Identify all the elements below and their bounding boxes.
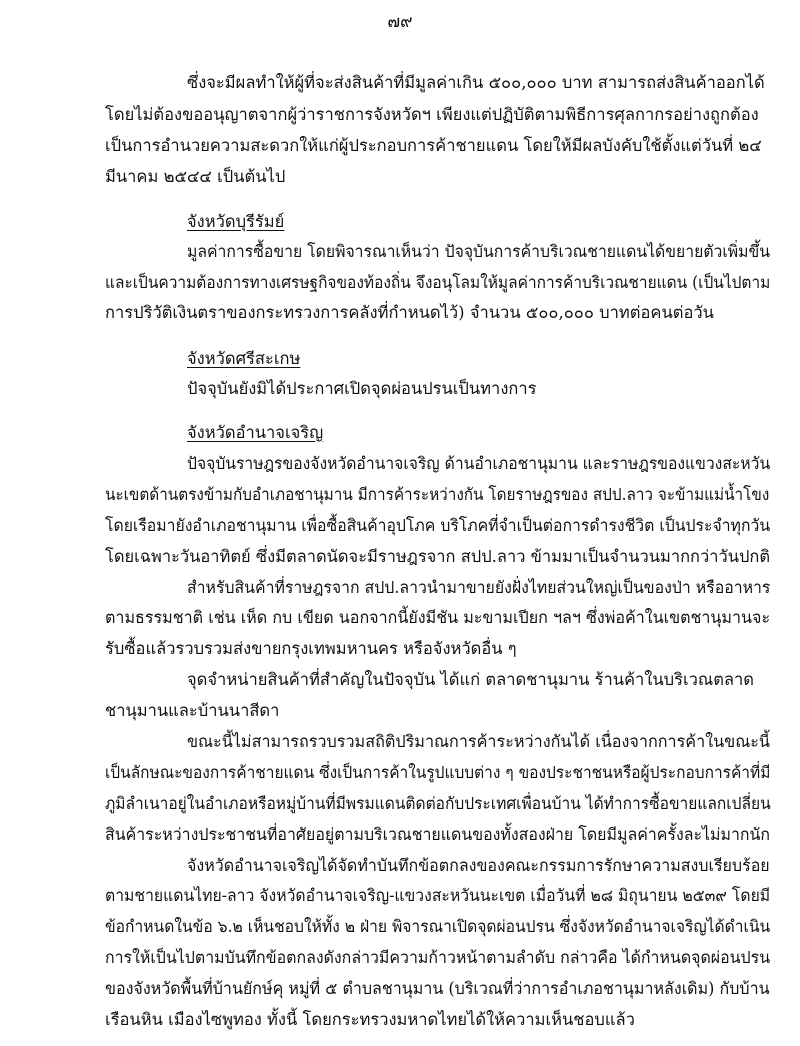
amnat-line-16: ข้อกำหนดในข้อ ๖.๒ เห็นชอบให้ทั้ง ๒ ฝ่าย พิจารณาเปิดจุดผ่อนปรน ซึ่งจังหวัดอำนาจเจริญได้ดำเนิน	[105, 917, 771, 937]
amnat-line-3: โดยเรือมายังอำเภอชานุมาน เพื่อซื้อสินค้าอุปโภค บริโภคที่จำเป็นต่อการดำรงชีวิต เป็นประจำทุกวัน	[105, 515, 771, 535]
page-number: ๗๙	[387, 12, 413, 32]
amnat-line-9: ชานุมานและบ้านนาสีดา	[105, 701, 280, 721]
amnat-line-17: การให้เป็นไปตามบันทึกข้อตกลงดังกล่าวมีความก้าวหน้าตามลำดับ กล่าวคือ ได้กำหนดจุดผ่อนปรน	[105, 948, 771, 968]
intro-line-3: เป็นการอำนวยความสะดวกให้แก่ผู้ประกอบการค้าชายแดน โดยให้มีผลบังคับใช้ตั้งแต่วันที่ ๒๔	[105, 135, 762, 155]
heading-amnat-charoen: จังหวัดอำนาจเจริญ	[187, 423, 324, 443]
amnat-line-1: ปัจจุบันราษฎรของจังหวัดอำนาจเจริญ ด้านอำเภอชานุมาน และราษฎรของแขวงสะหวัน	[187, 454, 771, 473]
amnat-line-11: เป็นลักษณะของการค้าชายแดน ซึ่งเป็นการค้าในรูปแบบต่าง ๆ ของประชาชนหรือผู้ประกอบการค้าที่มี	[105, 762, 771, 782]
amnat-line-15: ตามชายแดนไทย-ลาว จังหวัดอำนาจเจริญ-แขวงสะหวันนะเขต เมื่อวันที่ ๒๘ มิถุนายน ๒๕๓๙ โดยมี	[105, 886, 771, 906]
buriram-line-3: การปริวัติเงินตราของกระทรวงการคลังที่กำหนดไว้) จำนวน ๕๐๐,๐๐๐ บาทต่อคนต่อวัน	[105, 303, 714, 323]
amnat-line-4: โดยเฉพาะวันอาทิตย์ ซึ่งมีตลาดนัดจะมีราษฎรจาก สปป.ลาว ข้ามมาเป็นจำนวนมากกว่าวันปกติ	[105, 546, 771, 566]
heading-sisaket: จังหวัดศรีสะเกษ	[187, 349, 301, 369]
amnat-line-13: สินค้าระหว่างประชาชนที่อาศัยอยู่ตามบริเวณชายแดนของทั้งสองฝ่าย โดยมีมูลค่าครั้งละไม่มากนัก	[105, 824, 771, 844]
amnat-line-18: ของจังหวัดพื้นที่บ้านยักษ์คุ หมู่ที่ ๕ ตำบลชานุมาน (บริเวณที่ว่าการอำเภอชานุมาหลังเดิม) กับบ้าน	[105, 979, 770, 999]
amnat-line-5: สำหรับสินค้าที่ราษฎรจาก สปป.ลาวนำมาขายยังฝั่งไทยส่วนใหญ่เป็นของป่า หรืออาหาร	[187, 577, 771, 597]
amnat-line-8: จุดจำหน่ายสินค้าที่สำคัญในปัจจุบัน ได้แก่ ตลาดชานุมาน ร้านค้าในบริเวณตลาด	[187, 670, 755, 690]
amnat-line-19: เรือนหิน เมืองไซพูทอง ทั้งนี้ โดยกระทรวงมหาดไทยได้ให้ความเห็นชอบแล้ว	[105, 1010, 635, 1029]
amnat-line-6: ตามธรรมชาติ เช่น เห็ด กบ เขียด นอกจากนี้ยังมีชัน มะขามเปียก ฯลฯ ซึ่งพ่อค้าในเขตชานุมานจะ	[105, 608, 771, 628]
amnat-line-14: จังหวัดอำนาจเจริญได้จัดทำบันทึกข้อตกลงของคณะกรรมการรักษาความสงบเรียบร้อย	[187, 855, 770, 875]
amnat-line-10: ขณะนี้ไม่สามารถรวบรวมสถิติปริมาณการค้าระหว่างกันได้ เนื่องจากการค้าในขณะนี้	[187, 732, 770, 751]
amnat-line-2: นะเขตด้านตรงข้ามกับอำเภอชานุมาน มีการค้าระหว่างกัน โดยราษฎรของ สปป.ลาว จะข้ามแม่น้ำโขง	[105, 484, 770, 504]
intro-line-4: มีนาคม ๒๕๔๔ เป็นต้นไป	[105, 166, 286, 186]
intro-line-2: โดยไม่ต้องขออนุญาตจากผู้ว่าราชการจังหวัดฯ เพียงแต่ปฏิบัติตามพิธีการศุลกากรอย่างถูกต้อง	[105, 104, 759, 124]
buriram-line-2: และเป็นความต้องการทางเศรษฐกิจของท้องถิ่น จึงอนุโลมให้มูลค่าการค้าบริเวณชายแดน (เป็นไปตาม	[105, 273, 771, 293]
amnat-line-7: รับซื้อแล้วรวบรวมส่งขายกรุงเทพมหานคร หรือจังหวัดอื่น ๆ	[105, 639, 517, 659]
amnat-line-12: ภูมิลำเนาอยู่ในอำเภอหรือหมู่บ้านที่มีพรมแดนติดต่อกับประเทศเพื่อนบ้าน ได้ทำการซื้อขายแลกเปลี่ยน	[105, 793, 771, 813]
intro-line-1: ซึ่งจะมีผลทำให้ผู้ที่จะส่งสินค้าที่มีมูลค่าเกิน ๕๐๐,๐๐๐ บาท สามารถส่งสินค้าออกได้	[187, 73, 765, 92]
heading-buriram: จังหวัดบุรีรัมย์	[187, 211, 285, 231]
buriram-line-1: มูลค่าการซื้อขาย โดยพิจารณาเห็นว่า ปัจจุบันการค้าบริเวณชายแดนได้ขยายตัวเพิ่มขึ้น	[187, 242, 771, 262]
sisaket-line-1: ปัจจุบันยังมิได้ประกาศเปิดจุดผ่อนปรนเป็นทางการ	[187, 379, 537, 399]
